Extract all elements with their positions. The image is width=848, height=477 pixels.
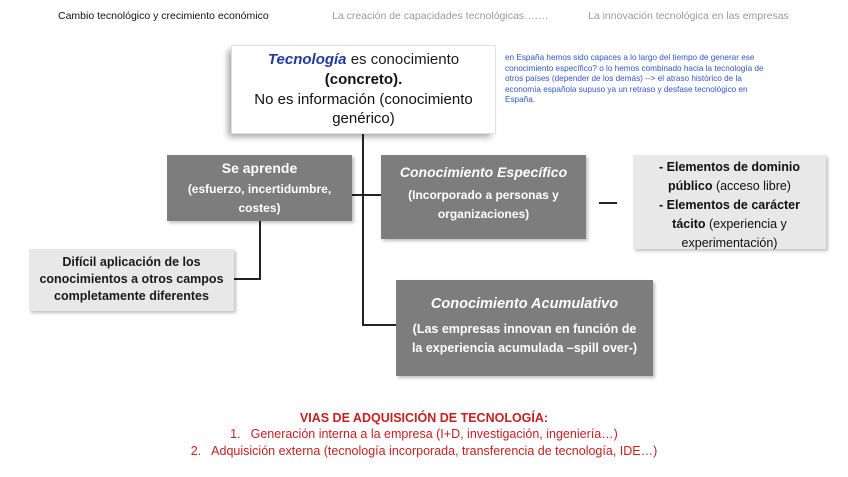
tecnologia-concreto: (concreto). xyxy=(324,71,403,88)
vias-item-number: 1. xyxy=(230,427,241,441)
elementos-item1-line2 xyxy=(633,177,826,196)
dificil-aplicacion-box xyxy=(29,249,234,311)
dificil-line3: completamente diferentes xyxy=(54,289,209,303)
acumulativo-title: Conocimiento Acumulativo xyxy=(430,296,619,312)
step-label: La innovación tecnológica en las empresas xyxy=(588,10,789,22)
vias-adquisicion xyxy=(0,410,848,460)
acumulativo-line2: la experiencia acumulada –spill over-) xyxy=(411,341,638,355)
connector-to-especifico xyxy=(362,194,381,196)
tecnologia-keyword: Tecnología xyxy=(267,51,347,68)
tecnologia-title-rest: es conocimiento xyxy=(346,51,460,68)
se-aprende-line1: (esfuerzo, incertidumbre, xyxy=(187,182,332,196)
step-innovacion-empresas[interactable] xyxy=(548,4,818,28)
se-aprende-line2: costes) xyxy=(238,201,281,215)
elementos-experiencia: (experiencia y xyxy=(705,217,787,231)
conocimiento-especifico-box xyxy=(381,155,586,239)
elementos-item2-line3: experimentación) xyxy=(681,236,778,250)
elementos-item1-line1 xyxy=(633,158,826,177)
elementos-item2-line1 xyxy=(633,196,826,215)
dash-connector xyxy=(599,202,617,204)
tecnologia-sub-line1: No es información (conocimiento xyxy=(254,91,473,108)
especifico-line1: (Incorporado a personas y xyxy=(408,188,559,202)
tecnologia-box xyxy=(232,46,495,133)
elementos-item2-bold: - Elementos de carácter xyxy=(658,198,801,212)
elementos-publico: público xyxy=(668,179,713,193)
especifico-title: Conocimiento Específico xyxy=(399,164,568,180)
tecnologia-title-line2 xyxy=(232,70,495,90)
connector-vertical-main xyxy=(362,133,364,326)
step-label: La creación de capacidades tecnológicas……. xyxy=(332,10,548,22)
connector-aprende-down xyxy=(259,221,261,279)
step-cambio-tecnologico[interactable] xyxy=(32,4,302,28)
speaker-note: en España hemos sido capaces a lo largo del tiempo de generar ese conocimiento específico? o lo hemos combinado hacia la tecnología de otros países (depender de los demás) --> el atraso histórico de la economía española supuso ya un retraso y desfase tecnológico en España. xyxy=(505,53,764,105)
vias-item-text: Generación interna a la empresa (I+D, investigación, ingeniería…) xyxy=(250,427,618,441)
especifico-line2: organizaciones) xyxy=(437,207,530,221)
vias-item-number: 2. xyxy=(190,444,202,458)
se-aprende-box xyxy=(167,155,352,221)
step-label: Cambio tecnológico y crecimiento económico xyxy=(58,10,269,22)
connector-to-acumulativo xyxy=(362,324,396,326)
tecnologia-title xyxy=(232,50,495,70)
connector-to-dificil xyxy=(234,278,261,280)
dificil-line2: conocimientos a otros campos xyxy=(39,272,224,286)
elementos-acceso-libre: (acceso libre) xyxy=(712,179,791,193)
step-creacion-capacidades[interactable] xyxy=(300,4,552,28)
acumulativo-line1: (Las empresas innovan en función de xyxy=(412,322,637,336)
vias-item-1 xyxy=(0,426,848,443)
conocimiento-acumulativo-box xyxy=(396,280,653,376)
elementos-item1-bold: - Elementos de dominio xyxy=(659,160,800,174)
vias-heading: VIAS DE ADQUISICIÓN DE TECNOLOGÍA: xyxy=(299,411,549,425)
elementos-tacito: tácito xyxy=(672,217,706,231)
elementos-item2-line2 xyxy=(633,215,826,234)
elementos-box xyxy=(633,155,826,249)
connector-to-aprende xyxy=(352,194,362,196)
se-aprende-title: Se aprende xyxy=(221,160,298,176)
tecnologia-sub-line2: genérico) xyxy=(332,110,395,127)
process-steps-nav xyxy=(32,4,820,28)
vias-item-2 xyxy=(0,443,848,460)
dificil-line1: Difícil aplicación de los xyxy=(62,255,201,269)
vias-item-text: Adquisición externa (tecnología incorporada, transferencia de tecnología, IDE…) xyxy=(211,444,658,458)
